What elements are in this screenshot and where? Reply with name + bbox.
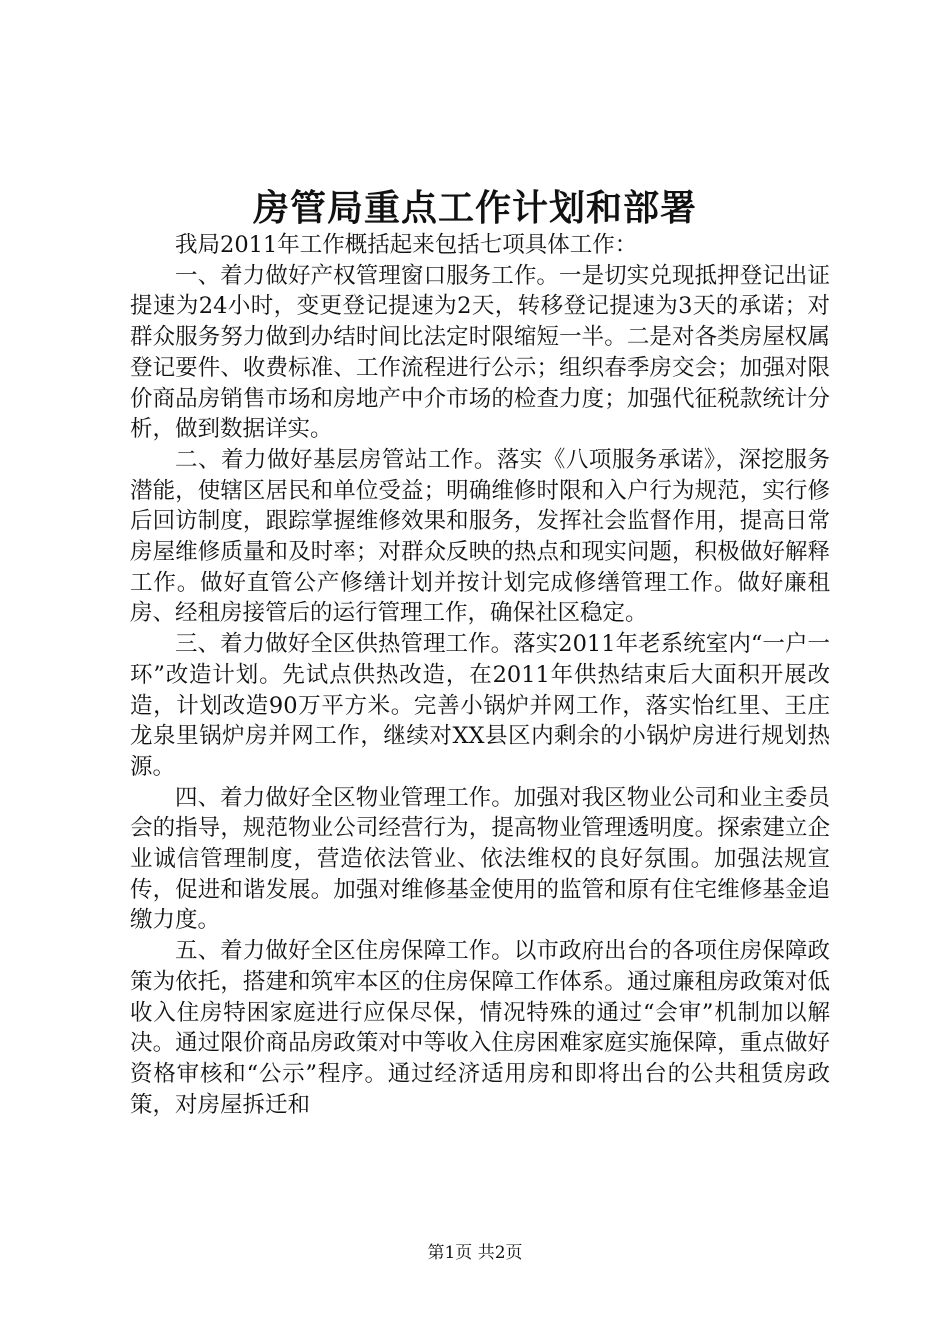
document-body <box>130 230 830 1120</box>
intro-paragraph: 我局2011年工作概括起来包括七项具体工作： <box>175 232 638 258</box>
paragraph-section-2: 二、着力做好基层房管站工作。落实《八项服务承诺》，深挖服务潜能，使辖区居民和单位受益；明确维修时限和入户行为规范，实行修后回访制度，跟踪掌握维修效果和服务，发挥社会监督作用，提高日常房屋维修质量和及时率；对群众反映的热点和现实问题，积极做好解释工作。做好直管公产修缮计划并按计划完成修缮管理工作。做好廉租房、经租房接管后的运行管理工作，确保社区稳定。 <box>130 446 830 627</box>
document-title: 房管局重点工作计划和部署 <box>252 187 697 229</box>
paragraph-section-4: 四、着力做好全区物业管理工作。加强对我区物业公司和业主委员会的指导，规范物业公司经营行为，提高物业管理透明度。探索建立企业诚信管理制度，营造依法管业、依法维权的良好氛围。加强法规宣传，促进和谐发展。加强对维修基金使用的监管和原有住宅维修基金追缴力度。 <box>130 784 830 934</box>
paragraph-section-5: 五、着力做好全区住房保障工作。以市政府出台的各项住房保障政策为依托，搭建和筑牢本区的住房保障工作体系。通过廉租房政策对低收入住房特困家庭进行应保尽保，情况特殊的通过“会审”机制加以解决。通过限价商品房政策对中等收入住房困难家庭实施保障，重点做好资格审核和“公示”程序。通过经济适用房和即将出台的公共租赁房政策，对房屋拆迁和 <box>130 938 830 1118</box>
paragraph-section-3: 三、着力做好全区供热管理工作。落实2011年老系统室内“一户一环”改造计划。先试点供热改造，在2011年供热结束后大面积开展改造，计划改造90万平方米。完善小锅炉并网工作，落实怡红里、王庄龙泉里锅炉房并网工作，继续对XX县区内剩余的小锅炉房进行规划热源。 <box>130 631 830 780</box>
page-number-footer: 第1页 共2页 <box>427 1243 523 1263</box>
paragraph-section-1: 一、着力做好产权管理窗口服务工作。一是切实兑现抵押登记出证提速为24小时，变更登记提速为2天，转移登记提速为3天的承诺；对群众服务努力做到办结时间比法定时限缩短一半。二是对各类房屋权属登记要件、收费标准、工作流程进行公示；组织春季房交会；加强对限价商品房销售市场和房地产中介市场的检查力度；加强代征税款统计分析，做到数据详实。 <box>130 262 830 443</box>
